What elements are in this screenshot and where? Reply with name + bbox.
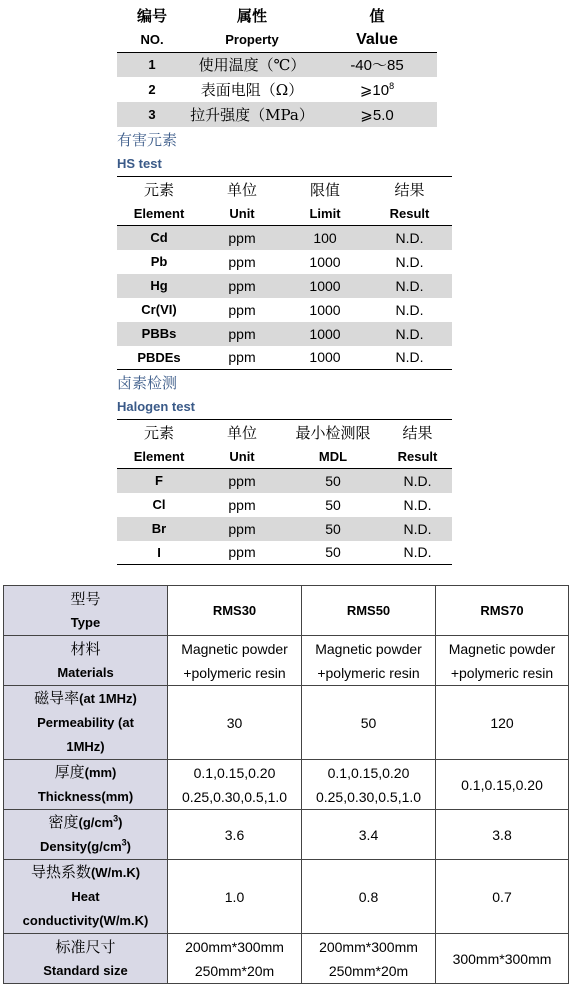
header-unit-cn: 单位: [226, 423, 257, 442]
hs-table: [117, 176, 452, 370]
spec-table: [3, 585, 569, 984]
value-exponent: 8: [389, 80, 395, 91]
table-row: [117, 541, 452, 565]
table-row: [117, 102, 437, 127]
cell-result: N.D.: [383, 517, 452, 541]
size-label-en: Standard size: [43, 962, 128, 978]
cell-result: N.D.: [403, 544, 432, 561]
density-rms50: 3.4: [302, 810, 436, 860]
header-value-cn: 值: [369, 7, 385, 25]
cell-result: N.D.: [383, 469, 452, 493]
cell-unit: ppm: [201, 274, 283, 298]
cell-element: Pb: [150, 254, 168, 269]
permeability-label-cn: 磁导率: [34, 689, 80, 707]
conductivity-label-en-2: conductivity(W/m.K): [22, 913, 149, 928]
thickness-label-cn: 厚度: [54, 763, 85, 781]
size-rms70: [436, 934, 569, 984]
density-row: [4, 810, 569, 860]
cell-mdl: 50: [325, 544, 341, 561]
model-rms30: RMS30: [168, 586, 302, 636]
cell-element: Cl: [152, 497, 166, 512]
cell-limit: 1000: [309, 349, 341, 366]
cell-unit: ppm: [228, 301, 256, 318]
conductivity-row: [4, 860, 569, 934]
materials-line-1: Magnetic powder: [448, 640, 556, 657]
permeability-label-en-1: Permeability (at: [37, 715, 134, 730]
materials-label-en: Materials: [57, 664, 114, 680]
cell-element: PBBs: [117, 322, 201, 346]
header-mdl-en: MDL: [283, 445, 383, 469]
cell-unit: ppm: [228, 544, 256, 561]
density-label-en-close: ): [126, 839, 131, 854]
table-row: [117, 226, 452, 250]
density-rms30: 3.6: [168, 810, 302, 860]
header-element-en: Element: [117, 202, 201, 226]
materials-line-2: +polymeric resin: [317, 664, 420, 681]
cell-mdl: 50: [325, 496, 341, 513]
table-row: [117, 346, 452, 370]
header-result-cn: 结果: [394, 180, 425, 199]
cell-unit: ppm: [228, 253, 256, 270]
property-table: [117, 3, 437, 127]
cell-unit: ppm: [201, 469, 283, 493]
cell-limit: 1000: [283, 274, 367, 298]
header-unit-cn: 单位: [226, 180, 257, 199]
table-row: [117, 517, 452, 541]
halogen-table: [117, 419, 452, 565]
cell-result: N.D.: [395, 301, 424, 318]
header-limit-cn: 限值: [309, 180, 340, 199]
header-limit-en: Limit: [283, 202, 367, 226]
size-label: [4, 934, 168, 984]
table-row: [117, 250, 452, 274]
size-line-1: 200mm*300mm: [319, 938, 418, 955]
permeability-rms70: 120: [436, 686, 569, 760]
permeability-rms30: 30: [168, 686, 302, 760]
density-label-close: ): [118, 815, 123, 830]
row-property: 表面电阻（Ω）: [200, 81, 304, 99]
materials-rms50: [302, 636, 436, 686]
table-row: [117, 493, 452, 517]
density-label-en: Density(g/cm: [40, 839, 122, 854]
materials-line-1: Magnetic powder: [181, 640, 288, 657]
materials-line-2: +polymeric resin: [450, 664, 554, 681]
cell-unit: ppm: [228, 349, 256, 366]
density-label-en-sup: 3: [121, 837, 127, 848]
hs-title-en: HS test: [117, 156, 162, 171]
materials-row: [4, 636, 569, 686]
header-no-en: NO.: [117, 28, 187, 52]
table-row: [117, 298, 452, 322]
cell-result: N.D.: [367, 322, 452, 346]
conductivity-label: [4, 860, 168, 934]
table-row: [117, 274, 452, 298]
header-property-cn: 属性: [236, 7, 267, 25]
thickness-line-2: 0.25,0.30,0.5,1.0: [315, 788, 422, 805]
materials-rms70: [436, 636, 569, 686]
row-property: 拉升强度（MPa）: [187, 102, 317, 127]
conductivity-label-cn: 导热系数: [30, 863, 91, 881]
row-value: -40～85: [317, 52, 437, 77]
thickness-rms70: [436, 760, 569, 810]
density-label: [4, 810, 168, 860]
materials-rms30: [168, 636, 302, 686]
header-result-cn: 结果: [402, 423, 433, 442]
header-no-cn: 编号: [136, 7, 167, 25]
cell-result: N.D.: [403, 496, 432, 513]
permeability-row: [4, 686, 569, 760]
conductivity-rms70: 0.7: [436, 860, 569, 934]
density-label-cn: 密度: [48, 813, 79, 831]
cell-result: N.D.: [367, 274, 452, 298]
materials-line-2: +polymeric resin: [183, 664, 286, 681]
cell-limit: 1000: [309, 253, 341, 270]
cell-element: I: [157, 544, 161, 560]
cell-unit: ppm: [201, 322, 283, 346]
permeability-rms50: 50: [302, 686, 436, 760]
header-element-cn: 元素: [143, 180, 174, 199]
cell-element: F: [117, 469, 201, 493]
header-mdl-cn: 最小检测限: [295, 423, 371, 442]
table-row: [117, 469, 452, 493]
type-label-cn: 型号: [70, 589, 101, 608]
permeability-label: [4, 686, 168, 760]
row-property: 使用温度（℃）: [187, 52, 317, 77]
header-result-en: Result: [367, 202, 452, 226]
materials-label-cn: 材料: [70, 639, 101, 658]
conductivity-rms50: 0.8: [302, 860, 436, 934]
size-line-2: 250mm*20m: [328, 962, 409, 979]
conductivity-rms30: 1.0: [168, 860, 302, 934]
thickness-line-1: 0.1,0.15,0.20: [327, 764, 410, 781]
row-no: 3: [117, 102, 187, 127]
model-rms50: RMS50: [302, 586, 436, 636]
cell-result: N.D.: [395, 349, 424, 366]
permeability-label-en-2: 1MHz): [66, 739, 105, 754]
halogen-title-en: Halogen test: [117, 399, 196, 414]
type-label-en: Type: [70, 614, 101, 630]
density-label-sup: 3: [113, 813, 119, 824]
cell-element: Hg: [117, 274, 201, 298]
thickness-rms50: [302, 760, 436, 810]
cell-unit: ppm: [228, 496, 256, 513]
thickness-label: [4, 760, 168, 810]
row-value: ⩾5.0: [317, 102, 437, 127]
cell-limit: 100: [283, 226, 367, 250]
header-unit-en: Unit: [201, 202, 283, 226]
row-no: 1: [117, 52, 187, 77]
thickness-line-1: 0.1,0.15,0.20: [461, 776, 543, 793]
conductivity-label-en-1: Heat: [71, 889, 100, 904]
size-line-2: 250mm*20m: [194, 962, 275, 979]
header-element-en: Element: [117, 445, 201, 469]
type-row: [4, 586, 569, 636]
cell-element: PBDEs: [137, 349, 181, 365]
table-row: [117, 322, 452, 346]
thickness-rms30: [168, 760, 302, 810]
model-rms70: RMS70: [436, 586, 569, 636]
cell-result: N.D.: [367, 226, 452, 250]
header-element-cn: 元素: [143, 423, 174, 442]
cell-mdl: 50: [283, 469, 383, 493]
thickness-label-suffix: (mm): [84, 765, 117, 780]
table-row: [117, 77, 437, 102]
size-line-1: 200mm*300mm: [185, 938, 284, 955]
cell-element: Cr(VI): [141, 302, 177, 317]
header-unit-en: Unit: [201, 445, 283, 469]
size-rms50: [302, 934, 436, 984]
cell-mdl: 50: [283, 517, 383, 541]
halogen-title-cn: 卤素检测: [117, 374, 178, 392]
thickness-line-2: 0.25,0.30,0.5,1.0: [181, 788, 288, 805]
materials-label: [4, 636, 168, 686]
cell-element: Br: [117, 517, 201, 541]
size-line-1: 300mm*300mm: [452, 950, 552, 967]
size-row: [4, 934, 569, 984]
cell-element: Cd: [117, 226, 201, 250]
header-value-en: Value: [317, 28, 437, 52]
cell-unit: ppm: [201, 226, 283, 250]
header-result-en: Result: [383, 445, 452, 469]
materials-line-1: Magnetic powder: [315, 640, 422, 657]
cell-limit: 1000: [309, 301, 341, 318]
cell-unit: ppm: [201, 517, 283, 541]
table-row: [117, 52, 437, 77]
row-value: [317, 77, 437, 102]
value-text: ⩾10: [359, 81, 390, 99]
density-label-suffix: (g/cm: [78, 815, 114, 830]
conductivity-label-suffix: (W/m.K): [90, 865, 141, 880]
header-property-en: Property: [187, 28, 317, 52]
size-label-cn: 标准尺寸: [55, 937, 116, 956]
density-rms70: 3.8: [436, 810, 569, 860]
type-label: [4, 586, 168, 636]
thickness-row: [4, 760, 569, 810]
thickness-line-1: 0.1,0.15,0.20: [193, 764, 276, 781]
permeability-label-suffix: (at 1MHz): [79, 691, 137, 706]
cell-limit: 1000: [283, 322, 367, 346]
row-no: 2: [148, 82, 156, 97]
size-rms30: [168, 934, 302, 984]
thickness-label-en: Thickness(mm): [37, 789, 134, 804]
cell-result: N.D.: [395, 253, 424, 270]
hs-title-cn: 有害元素: [117, 131, 178, 149]
